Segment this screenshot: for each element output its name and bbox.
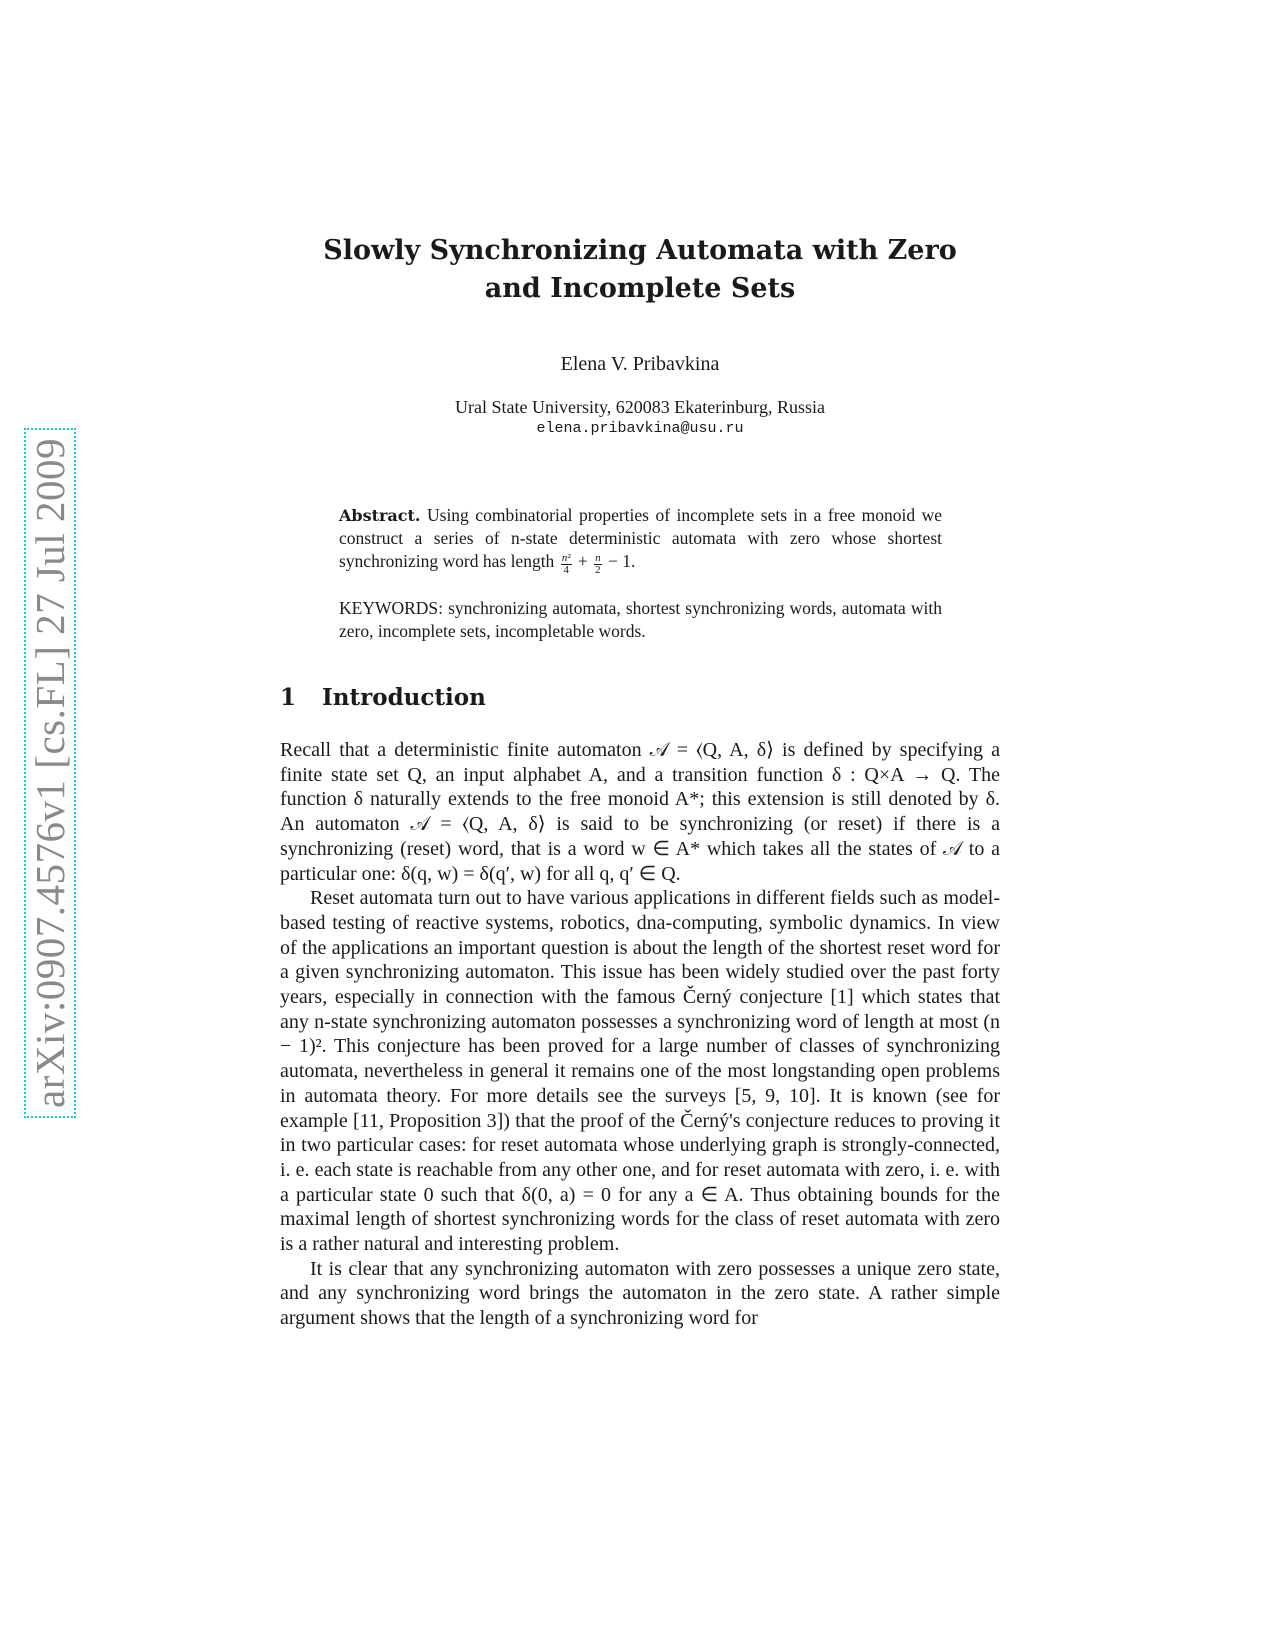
author-name: Elena V. Pribavkina bbox=[560, 353, 720, 375]
paragraph-3: It is clear that any synchronizing automaton with zero possesses a unique zero state, and any synchronizing word brings the automaton in the zero state. A rather simple argument shows that the length of a synchronizing word for bbox=[280, 1257, 1000, 1330]
section-heading bbox=[280, 684, 486, 711]
section-title: Introduction bbox=[322, 684, 486, 711]
abstract-label: Abstract. bbox=[339, 506, 421, 525]
arxiv-identifier: arXiv:0907.4576v1 [cs.FL] 27 Jul 2009 bbox=[27, 438, 73, 1108]
affiliation-block bbox=[280, 396, 1000, 440]
paragraph-2: Reset automata turn out to have various applications in different fields such as model-based testing of reactive systems, robotics, dna-computing, symbolic dynamics. In view of the applications an important question is about the length of the shortest reset word for a given synchronizing automaton. This issue has been widely studied over the past forty years, especially in connection with the famous Černý conjecture [1] which states that any n-state synchronizing automaton possesses a synchronizing word of length at most (n − 1)². This conjecture has been proved for a large number of classes of synchronizing automata, nevertheless in general it remains one of the most longstanding open problems in automata theory. For more details see the surveys [5, 9, 10]. It is known (see for example [11, Proposition 3]) that the proof of the Černý's conjecture reduces to proving it in two particular cases: for reset automata whose underlying graph is strongly-connected, i. e. each state is reachable from any other one, and for reset automata with zero, i. e. with a particular state 0 such that δ(0, a) = 0 for any a ∈ A. Thus obtaining bounds for the maximal length of shortest synchronizing words for the class of reset automata with zero is a rather natural and interesting problem. bbox=[280, 887, 1000, 1256]
author-email: elena.pribavkina@usu.ru bbox=[536, 420, 744, 437]
plus-sign: + bbox=[573, 551, 593, 571]
abstract bbox=[339, 504, 942, 576]
body-text bbox=[280, 738, 1000, 1331]
keywords: KEYWORDS: synchronizing automata, shortest synchronizing words, automata with zero, incomplete sets, incompletable words. bbox=[339, 598, 942, 641]
abstract-text: Using combinatorial properties of incomplete sets in a free monoid we construct a series of n-state deterministic automata with zero whose shortest synchronizing word has length bbox=[339, 505, 942, 571]
paper-title bbox=[280, 232, 1000, 308]
section-number: 1 bbox=[280, 684, 297, 711]
paragraph-1: Recall that a deterministic finite automaton 𝒜 = ⟨Q, A, δ⟩ is defined by specifying a finite state set Q, an input alphabet A, and a transition function δ : Q×A → Q. The function δ naturally extends to the free monoid A*; this extension is still denoted by δ. An automaton 𝒜 = ⟨Q, A, δ⟩ is said to be synchronizing (or reset) if there is a synchronizing (reset) word, that is a word w ∈ A* which takes all the states of 𝒜 to a particular one: δ(q, w) = δ(q′, w) for all q, q′ ∈ Q. bbox=[280, 739, 1000, 885]
title-line-1: Slowly Synchronizing Automata with Zero bbox=[323, 235, 957, 266]
fraction-n-over-2: $\frac{n}{2}$ bbox=[595, 552, 601, 576]
arxiv-side-stamp bbox=[24, 428, 76, 1118]
abstract-text-end: − 1. bbox=[603, 551, 636, 571]
affiliation: Ural State University, 620083 Ekaterinburg, Russia bbox=[455, 397, 825, 417]
fraction-n-squared-over-4: $\frac{\text{n²}}{4}$ bbox=[561, 552, 571, 576]
title-line-2: and Incomplete Sets bbox=[484, 273, 796, 304]
